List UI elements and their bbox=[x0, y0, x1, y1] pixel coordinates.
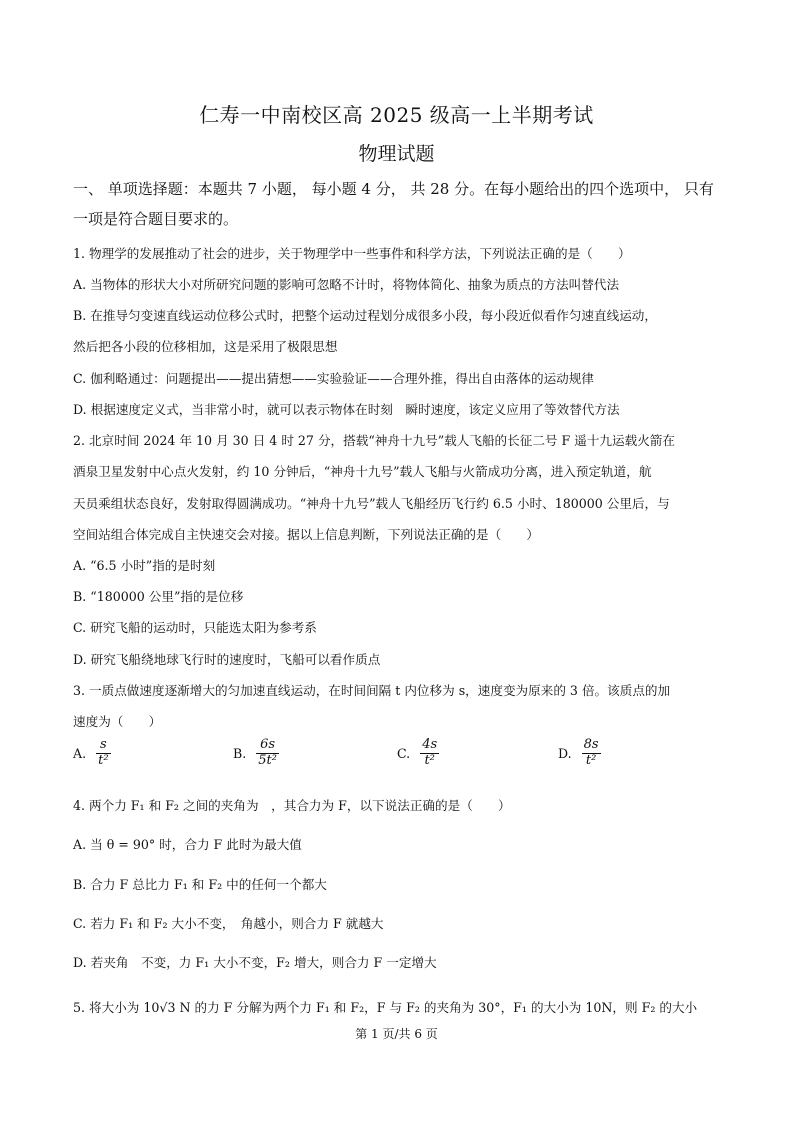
q3-option-b bbox=[233, 738, 279, 769]
q2-stem-line1: 2. 北京时间 2024 年 10 月 30 日 4 时 27 分，搭载“神舟十九号”载人飞船的长征二号 F 遥十九运载火箭在 bbox=[73, 433, 675, 448]
q4-option-c: C. 若力 F₁ 和 F₂ 大小不变， 角越小，则合力 F 就越大 bbox=[73, 916, 384, 931]
q2-option-d: D. 研究飞船绕地球飞行时的速度时，飞船可以看作质点 bbox=[73, 652, 381, 667]
q3-option-d bbox=[558, 738, 601, 769]
q2-stem-line2: 酒泉卫星发射中心点火发射，约 10 分钟后，“神舟十九号”载人飞船与火箭成功分离，进入预定轨道，航 bbox=[73, 464, 652, 479]
fraction-denominator: t² bbox=[98, 752, 109, 768]
q5-stem: 5. 将大小为 10√3 N 的力 F 分解为两个力 F₁ 和 F₂，F 与 F₂ 的夹角为 30°，F₁ 的大小为 10N，则 F₂ 的大小 bbox=[73, 1000, 698, 1015]
q2-stem-line3: 天员乘组状态良好，发射取得圆满成功。“神舟十九号”载人飞船经历飞行约 6.5 小时、180000 公里后，与 bbox=[73, 496, 670, 511]
q3-option-b-label: B. bbox=[233, 745, 247, 761]
q1-option-c: C. 伽利略通过：问题提出——提出猜想——实验验证——合理外推，得出自由落体的运动规律 bbox=[73, 371, 594, 386]
fraction-numerator: 8s bbox=[583, 737, 599, 752]
q2-option-a: A. “6.5 小时”指的是时刻 bbox=[73, 558, 216, 573]
subject-title: 物理试题 bbox=[358, 143, 435, 165]
q4-option-a: A. 当 θ = 90° 时，合力 F 此时为最大值 bbox=[73, 837, 302, 852]
page-footer: 第 1 页/共 6 页 bbox=[355, 1027, 438, 1041]
q4-option-b: B. 合力 F 总比力 F₁ 和 F₂ 中的任何一个都大 bbox=[73, 877, 327, 892]
fraction-denominator: t² bbox=[585, 752, 597, 768]
q1-option-a: A. 当物体的形状大小对所研究问题的影响可忽略不计时，将物体简化、抽象为质点的方法叫替代法 bbox=[73, 277, 620, 292]
q3-stem-line1: 3. 一质点做速度逐渐增大的匀加速直线运动，在时间间隔 t 内位移为 s，速度变为原来的 3 倍。该质点的加 bbox=[73, 683, 671, 698]
fraction-denominator: t² bbox=[424, 752, 435, 768]
q3-option-d-fraction bbox=[582, 738, 601, 769]
q4-stem: 4. 两个力 F₁ 和 F₂ 之间的夹角为 ，其合力为 F，以下说法正确的是（ ） bbox=[73, 798, 511, 813]
section-heading-line1: 一、 单项选择题：本题共 7 小题， 每小题 4 分， 共 28 分。在每小题给出的四个选项中， 只有 bbox=[73, 180, 714, 198]
q3-option-d-label: D. bbox=[558, 745, 572, 761]
exam-title: 仁寿一中南校区高 2025 级高一上半期考试 bbox=[199, 103, 594, 127]
q3-option-c bbox=[397, 738, 439, 769]
q1-stem: 1. 物理学的发展推动了社会的进步，关于物理学中一些事件和科学方法，下列说法正确的是（ ） bbox=[73, 246, 631, 261]
fraction-numerator: 6s bbox=[256, 738, 279, 754]
q1-option-d: D. 根据速度定义式，当非常小时，就可以表示物体在时刻 瞬时速度，该定义应用了等效替代方法 bbox=[73, 402, 620, 417]
fraction-denominator: 5t² bbox=[258, 752, 277, 768]
section-heading-line2: 一项是符合题目要求的。 bbox=[73, 210, 239, 228]
q3-option-b-fraction bbox=[256, 738, 279, 769]
q3-option-a-fraction bbox=[96, 738, 110, 769]
q3-stem-line2: 速度为（ ） bbox=[73, 714, 162, 729]
q3-option-c-fraction bbox=[420, 738, 439, 769]
fraction-numerator: 4s bbox=[422, 737, 438, 752]
q3-option-a bbox=[73, 738, 111, 769]
q4-option-d: D. 若夹角 不变，力 F₁ 大小不变，F₂ 增大，则合力 F 一定增大 bbox=[73, 955, 437, 970]
q2-stem-line4: 空间站组合体完成自主快速交会对接。据以上信息判断，下列说法正确的是（ ） bbox=[73, 527, 539, 542]
q3-option-c-label: C. bbox=[397, 745, 411, 761]
fraction-numerator: s bbox=[96, 738, 110, 754]
q3-option-a-label: A. bbox=[73, 745, 87, 761]
q2-option-c: C. 研究飞船的运动时，只能选太阳为参考系 bbox=[73, 620, 317, 635]
q1-option-b-line2: 然后把各小段的位移相加，这是采用了极限思想 bbox=[73, 339, 338, 354]
q1-option-b-line1: B. 在推导匀变速直线运动位移公式时，把整个运动过程划分成很多小段，每小段近似看作匀速直线运动， bbox=[73, 308, 657, 323]
q2-option-b: B. “180000 公里”指的是位移 bbox=[73, 589, 244, 604]
